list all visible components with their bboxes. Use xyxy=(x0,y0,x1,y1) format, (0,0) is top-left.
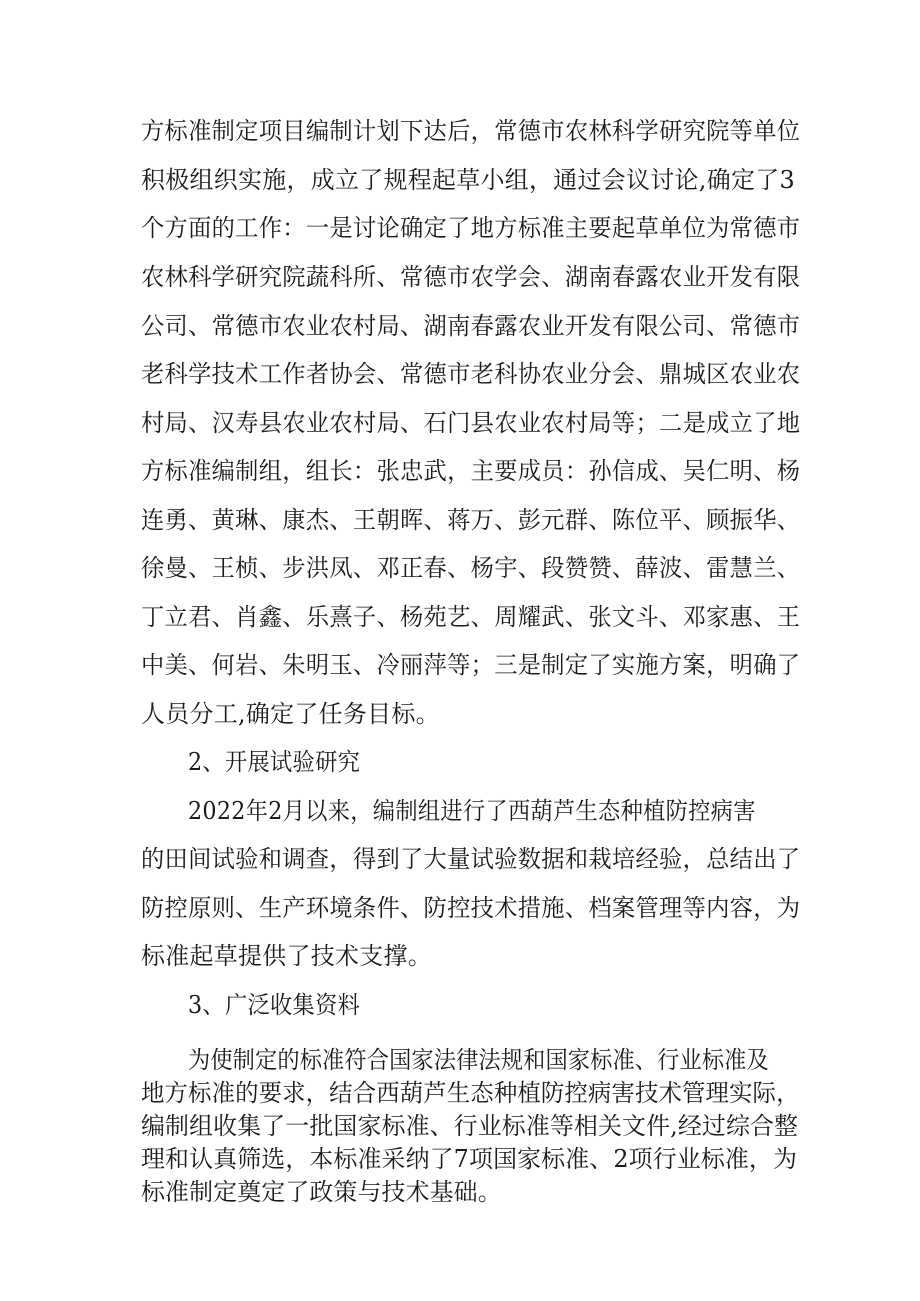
paragraph-line: 2022年2月以来，编制组进行了西葫芦生态种植防控病害 xyxy=(188,797,756,825)
paragraph-line: 徐曼、王桢、步洪凤、邓正春、杨宇、段赞赞、薛波、雷慧兰、 xyxy=(141,554,801,582)
paragraph-line: 个方面的工作：一是讨论确定了地方标准主要起草单位为常德市 xyxy=(141,214,801,242)
paragraph-line: 理和认真筛选，本标准采纳了7项国家标准、2项行业标准，为 xyxy=(141,1145,798,1173)
paragraph-line: 中美、何岩、朱明玉、冷丽萍等；三是制定了实施方案，明确了 xyxy=(141,651,801,679)
paragraph-line: 标准制定奠定了政策与技术基础。 xyxy=(141,1178,502,1206)
paragraph-line: 连勇、黄琳、康杰、王朝晖、蒋万、彭元群、陈位平、顾振华、 xyxy=(141,506,801,534)
paragraph-line: 方标准编制组，组长：张忠武，主要成员：孙信成、吴仁明、杨 xyxy=(141,457,801,485)
section-heading: 3、广泛收集资料 xyxy=(188,991,361,1019)
paragraph-line: 村局、汉寿县农业农村局、石门县农业农村局等；二是成立了地 xyxy=(141,409,801,437)
paragraph-line: 人员分工,确定了任务目标。 xyxy=(141,700,440,728)
paragraph-line: 地方标准的要求，结合西葫芦生态种植防控病害技术管理实际， xyxy=(141,1079,800,1107)
paragraph-line: 积极组织实施，成立了规程起草小组，通过会议讨论,确定了3 xyxy=(141,166,795,194)
paragraph-line: 公司、常德市农业农村局、湖南春露农业开发有限公司、常德市 xyxy=(141,312,801,340)
paragraph-line: 编制组收集了一批国家标准、行业标准等相关文件,经过综合整 xyxy=(141,1112,799,1140)
paragraph-line: 丁立君、肖鑫、乐熹子、杨苑艺、周耀武、张文斗、邓家惠、王 xyxy=(141,603,801,631)
paragraph-line: 标准起草提供了技术支撑。 xyxy=(141,942,433,970)
paragraph-line: 农林科学研究院蔬科所、常德市农学会、湖南春露农业开发有限 xyxy=(141,263,801,291)
paragraph-line: 的田间试验和调查，得到了大量试验数据和栽培经验，总结出了 xyxy=(141,845,801,873)
paragraph-line: 防控原则、生产环境条件、防控技术措施、档案管理等内容，为 xyxy=(141,894,801,922)
paragraph-line: 方标准制定项目编制计划下达后，常德市农林科学研究院等单位 xyxy=(141,117,801,145)
section-heading: 2、开展试验研究 xyxy=(188,748,361,776)
paragraph-line: 老科学技术工作者协会、常德市老科协农业分会、鼎城区农业农 xyxy=(141,360,801,388)
paragraph-line: 为使制定的标准符合国家法律法规和国家标准、行业标准及 xyxy=(188,1046,769,1074)
